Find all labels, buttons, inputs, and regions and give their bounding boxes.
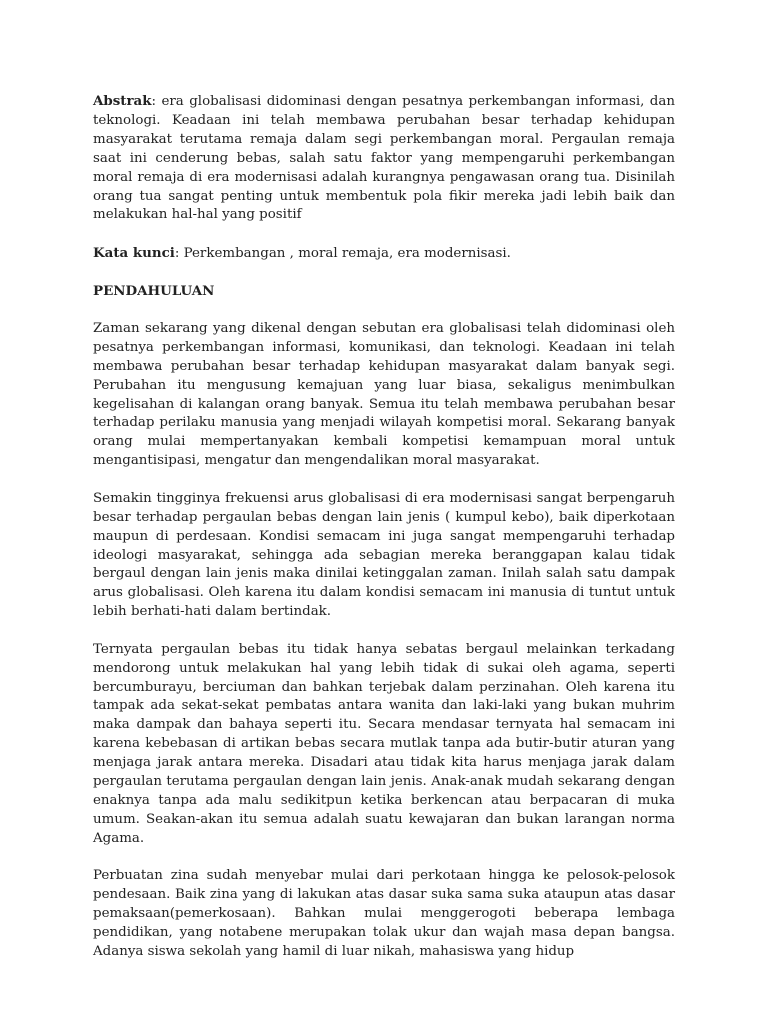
- keywords-text: : Perkembangan , moral remaja, era modernisasi.: [174, 245, 511, 261]
- body-paragraph-2: Semakin tingginya frekuensi arus globalisasi di era modernisasi sangat berpengaruh besar terhadap pergaulan bebas dengan lain jenis ( kumpul kebo), baik diperkotaan maupun di perdesaan. Kondisi semacam ini juga sangat mempengaruhi terhadap ideologi masyarakat, sehingga ada sebagian mereka beranggapan kalau tidak bergaul dengan lain jenis maka dinilai ketinggalan zaman. Inilah salah satu dampak arus globalisasi. Oleh karena itu dalam kondisi semacam ini manusia di tuntut untuk lebih berhati-hati dalam bertindak.: [93, 490, 675, 620]
- body-paragraph-4: Perbuatan zina sudah menyebar mulai dari perkotaan hingga ke pelosok-pelosok pendesaan. Baik zina yang di lakukan atas dasar suka sama suka ataupun atas dasar pemaksaan(pemerkosaan). Bahkan mulai menggerogoti beberapa lembaga pendidikan, yang notabene merupakan tolak ukur dan wajah masa depan bangsa. Adanya siswa sekolah yang hamil di luar nikah, mahasiswa yang hidup: [93, 868, 675, 959]
- body-paragraph-1: Zaman sekarang yang dikenal dengan sebutan era globalisasi telah didominasi oleh pesatnya perkembangan informasi, komunikasi, dan teknologi. Keadaan ini telah membawa perubahan besar terhadap kehidupan masyarakat dalam banyak segi. Perubahan itu mengusung kemajuan yang luar biasa, sekaligus menimbulkan kegelisahan di kalangan orang banyak. Semua itu telah membawa perubahan besar terhadap perilaku manusia yang menjadi wilayah kompetisi moral. Sekarang banyak orang mulai mempertanyakan kembali kompetisi kemampuan moral untuk mengantisipasi, mengatur dan mengendalikan moral masyarakat.: [93, 320, 675, 469]
- document-page: [93, 92, 675, 980]
- section-heading: PENDAHULUAN: [93, 283, 215, 300]
- keywords-paragraph: [93, 244, 675, 264]
- abstract-text: : era globalisasi didominasi dengan pesatnya perkembangan informasi, dan teknologi. Keadaan ini telah membawa perubahan besar terhadap kehidupan masyarakat terutama remaja dalam segi perkembangan moral. Pergaulan remaja saat ini cenderung bebas, salah satu faktor yang mempengaruhi perkembangan moral remaja di era modernisasi adalah kurangnya pengawasan orang tua. Disinilah orang tua sangat penting untuk membentuk pola fikir mereka jadi lebih baik dan melakukan hal-hal yang positif: [93, 94, 675, 223]
- body-paragraph-3: Ternyata pergaulan bebas itu tidak hanya sebatas bergaul melainkan terkadang mendorong untuk melakukan hal yang lebih tidak di sukai oleh agama, seperti bercumburayu, berciuman dan bahkan terjebak dalam perzinahan. Oleh karena itu tampak ada sekat-sekat pembatas antara wanita dan laki-laki yang bukan muhrim maka dampak dan bahaya seperti itu. Secara mendasar ternyata hal semacam ini karena kebebasan di artikan bebas secara mutlak tanpa ada butir-butir aturan yang menjaga jarak antara mereka. Disadari atau tidak kita harus menjaga jarak dalam pergaulan terutama pergaulan dengan lain jenis. Anak-anak mudah sekarang dengan enaknya tanpa ada malu sedikitpun ketika berkencan atau berpacaran di muka umum. Seakan-akan itu semua adalah suatu kewajaran dan bukan larangan norma Agama.: [93, 641, 675, 846]
- abstract-label: Abstrak: [93, 93, 152, 109]
- abstract-paragraph: [93, 92, 675, 225]
- keywords-label: Kata kunci: [93, 244, 175, 261]
